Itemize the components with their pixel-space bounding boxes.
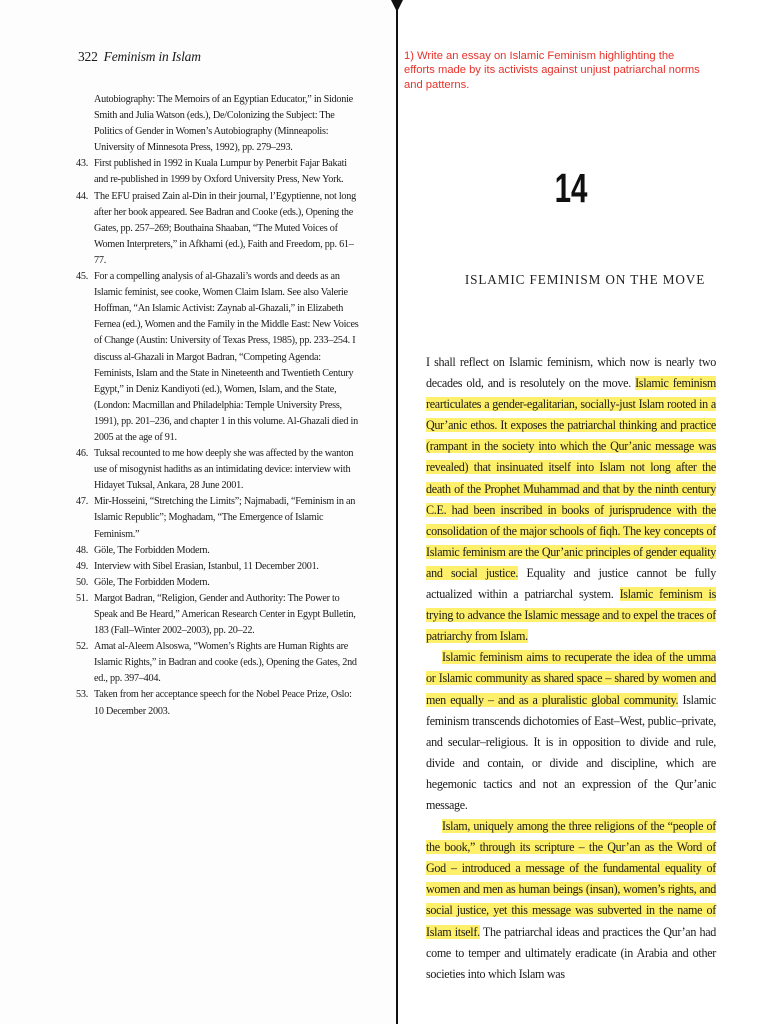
- endnote-number: 45.: [76, 271, 88, 283]
- endnote-text: Amat al-Aleem Alsoswa, “Women’s Rights are Human Rights are Islamic Rights,” in Badran and cooke (eds.), Opening the Gates, 2nd ed., pp. 397–404.: [94, 641, 357, 685]
- endnote-text: Tuksal recounted to me how deeply she was affected by the wanton use of misogynist hadiths as an intimidating device: interview with Hidayet Tuksal, Ankara, 28 June 2001.: [94, 448, 354, 492]
- endnote: [76, 639, 361, 687]
- endnote-number: 50.: [76, 576, 88, 588]
- endnote-text: Interview with Sibel Erasian, Istanbul, 11 December 2001.: [94, 560, 319, 572]
- endnote: [76, 269, 361, 446]
- endnote: [76, 575, 361, 591]
- running-head: [78, 49, 201, 65]
- endnote: [76, 494, 361, 542]
- endnote-text: For a compelling analysis of al-Ghazali’s words and deeds as an Islamic feminist, see cooke, Women Claim Islam. See also Valerie Hoffman, “An Islamic Activist: Zaynab al-Ghazali,” in Elizabeth Fernea (ed.), Women and the Family in the Middle East: New Voices of Change (Austin: University of Texas Press, 1985), pp. 233–254. I discuss al-Ghazali in Margot Badran, “Competing Agenda: Feminists, Islam and the State in Nineteenth and Twentieth Century Egypt,” in Deniz Kandiyoti (ed.), Women, Islam, and the State, (London: Macmillan and Philadelphia: Temple University Press, 1991), pp. 201–236, and chapter 1 in this volume. Al-Ghazali died in 2005 at the age of 91.: [94, 271, 359, 443]
- endnote: [76, 559, 361, 575]
- endnote-number: 52.: [76, 641, 88, 653]
- book-spine: [396, 0, 398, 1024]
- endnote-number: 53.: [76, 689, 88, 701]
- endnote-number: 47.: [76, 496, 88, 508]
- essay-question: 1) Write an essay on Islamic Feminism highlighting the efforts made by its activists against unjust patriarchal norms and patterns.: [404, 50, 700, 91]
- endnote-text: Margot Badran, “Religion, Gender and Authority: The Power to Speak and Be Heard,” American Research Center in Egypt Bulletin, 183 (Fall–Winter 2002–2003), pp. 20–22.: [94, 592, 356, 637]
- endnote-text: First published in 1992 in Kuala Lumpur by Penerbit Fajar Bakati and re-published in 1999 by Oxford University Press, New York.: [94, 158, 347, 186]
- body-paragraph: [426, 816, 716, 985]
- page-number: 322: [78, 49, 98, 64]
- endnote-number: 49.: [76, 560, 88, 572]
- endnote: [76, 591, 361, 639]
- endnote: [76, 446, 361, 494]
- chapter-number: 14: [554, 165, 588, 211]
- body-text-run: Equality and justice cannot be fully actualized within a patriarchal system.: [426, 565, 716, 602]
- body-paragraph: [426, 647, 716, 816]
- endnote-text: The EFU praised Zain al-Din in their journal, l’Egyptienne, not long after her book appeared. See Badran and Cooke (eds.), Opening the Gates, pp. 257–269; Bouthaina Shaaban, “The Muted Voices of Women Interpreters,” in Afkhami (ed.), Faith and Freedom, pp. 61–77.: [94, 190, 356, 266]
- body-text-run: The patriarchal ideas and practices the Qur’an had come to temper and ultimately eradicate (in Arabia and other societies into which Islam was: [426, 924, 717, 981]
- endnote-number: 43.: [76, 158, 88, 170]
- endnote: [76, 543, 361, 559]
- running-head-title: Feminism in Islam: [103, 49, 201, 64]
- endnote-number: 44.: [76, 190, 88, 202]
- endnote-number: 48.: [76, 544, 88, 556]
- endnote-text: Autobiography: The Memoirs of an Egyptian Educator,” in Sidonie Smith and Julia Watson (eds.), De/Colonizing the Subject: The Politics of Gender in Women’s Autobiography (Minneapolis: University of Minnesota Press, 1992), pp. 279–293.: [94, 94, 353, 154]
- endnotes: [76, 92, 361, 720]
- highlighted-text: Islamic feminism rearticulates a gender-egalitarian, socially-just Islam rooted in a Qur’anic ethos. It exposes the patriarchal thinking and practice (rampant in the society into which the Qur’anic message was revealed) that insinuated itself into Islam not long after the death of the Prophet Muhammad and that by the ninth century C.E. had been inscribed in books of jurisprudence with the consolidation of the major schools of fiqh. The key concepts of Islamic feminism are the Qur’anic principles of gender equality and social justice.: [426, 376, 716, 580]
- endnote-text: Göle, The Forbidden Modern.: [94, 576, 210, 588]
- endnote-number: 51.: [76, 592, 88, 604]
- body-paragraph: [426, 352, 716, 647]
- endnote-number: 46.: [76, 448, 88, 460]
- spine-notch-icon: [391, 0, 403, 12]
- endnote-text: Mir-Hosseini, “Stretching the Limits”; Najmabadi, “Feminism in an Islamic Republic”; Moghadam, “The Emergence of Islamic Feminism.”: [94, 496, 356, 540]
- body-text-run: Islamic feminism transcends dichotomies of East–West, public–private, and secular–religious. It is in opposition to divide and rule, divide and contain, or divide and discipline, which are hegemonic tactics and not an expression of the Qur’anic message.: [426, 692, 716, 812]
- body-text-run: I shall reflect on Islamic feminism, which now is nearly two decades old, and is resolutely on the move.: [426, 355, 716, 391]
- endnote-text: Taken from her acceptance speech for the Nobel Peace Prize, Oslo: 10 December 2003.: [94, 689, 352, 717]
- endnote: [76, 92, 361, 156]
- highlighted-text: Islamic feminism is trying to advance the Islamic message and to expel the traces of patriarchy from Islam.: [426, 587, 716, 644]
- endnote: [76, 687, 361, 719]
- endnote-text: Göle, The Forbidden Modern.: [94, 544, 210, 556]
- chapter-body: [426, 352, 716, 985]
- endnote: [76, 156, 361, 188]
- highlighted-text: Islamic feminism aims to recuperate the idea of the umma or Islamic community as shared space – shared by women and men equally – and as a pluralistic global community.: [426, 650, 716, 707]
- chapter-title: ISLAMIC FEMINISM ON THE MOVE: [464, 272, 706, 287]
- highlighted-text: Islam, uniquely among the three religions of the “people of the book,” through its scripture – the Qur’an as the Word of God – introduced a message of the fundamental equality of women and men as human beings (insan), women’s rights, and social justice, yet this message was subverted in the name of Islam itself.: [426, 819, 716, 939]
- endnote: [76, 189, 361, 269]
